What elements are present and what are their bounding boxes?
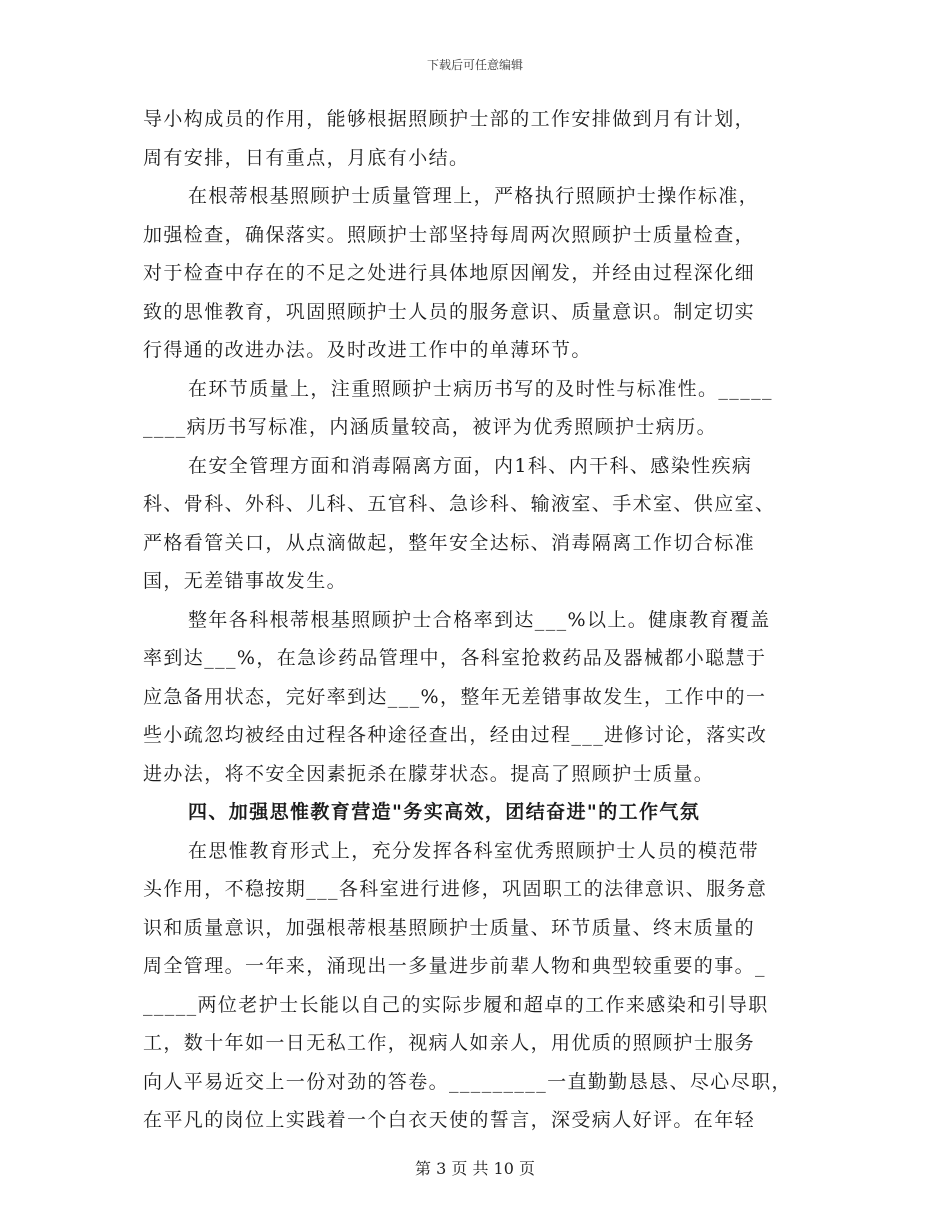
text-line: 整年各科根蒂根基照顾护士合格率到达___%以上。健康教育覆盖 [188, 608, 771, 631]
text-line: 识和质量意识，加强根蒂根基照顾护士质量、环节质量、终末质量的 [143, 916, 756, 939]
text-line: 科、骨科、外科、儿科、五官科、急诊科、输液室、手术室、供应室、 [143, 493, 776, 515]
text-line: 些小疏忽均被经由过程各种途径查出，经由过程___进修讨论，落实改 [143, 724, 768, 746]
text-line: 工，数十年如一日无私工作，视病人如亲人，用优质的照顾护士服务 [143, 1032, 756, 1054]
text-line: 加强检查，确保落实。照顾护士部坚持每周两次照顾护士质量检查， [143, 223, 756, 246]
text-line: 头作用，不稳按期___各科室进行进修，巩固职工的法律意识、服务意 [143, 878, 768, 900]
text-line: 向人平易近交上一份对劲的答卷。_________一直勤勤恳恳、尽心尽职， [143, 1070, 792, 1093]
text-line: ____病历书写标准，内涵质量较高，被评为优秀照顾护士病历。 [143, 416, 718, 438]
text-line: 在环节质量上，注重照顾护士病历书写的及时性与标准性。_____ [188, 377, 773, 400]
text-line: 对于检查中存在的不足之处进行具体地原因阐发，并经由过程深化细 [143, 262, 756, 284]
text-line: 在平凡的岗位上实践着一个白衣天使的誓言，深受病人好评。在年轻 [143, 1109, 756, 1131]
text-line: 导小构成员的作用，能够根据照顾护士部的工作安排做到月有计划， [143, 108, 756, 130]
text-line: 应急备用状态，完好率到达___%，整年无差错事故发生，工作中的一 [143, 685, 767, 708]
page-header: 下载后可任意编辑 [426, 58, 523, 72]
text-line: 在安全管理方面和消毒隔离方面，内1科、内干科、感染性疾病 [188, 454, 753, 477]
text-line: 在思惟教育形式上，充分发挥各科室优秀照顾护士人员的模范带 [188, 839, 760, 862]
text-line: 在根蒂根基照顾护士质量管理上，严格执行照顾护士操作标准， [188, 185, 760, 207]
section-heading: 四、加强思惟教育营造"务实高效，团结奋进"的工作气氛 [188, 801, 701, 823]
text-line: 严格看管关口，从点滴做起，整年安全达标、消毒隔离工作切合标准 [143, 531, 756, 554]
text-line: 国，无差错事故发生。 [143, 570, 348, 592]
document-body [143, 100, 813, 1140]
text-line: 致的思惟教育，巩固照顾护士人员的服务意识、质量意识。制定切实 [143, 300, 756, 323]
text-line: 周全管理。一年来，涌现出一多量进步前辈人物和典型较重要的事。_ [143, 955, 766, 977]
text-line: 率到达___%，在急诊药品管理中，各科室抢救药品及器械都小聪慧于 [143, 647, 767, 669]
page-footer: 第 3 页 共 10 页 [415, 1159, 535, 1178]
text-line: 进办法，将不安全因素扼杀在朦芽状态。提高了照顾护士质量。 [143, 762, 715, 785]
text-line: 周有安排，日有重点，月底有小结。 [143, 146, 470, 169]
text-line: 行得通的改进办法。及时改进工作中的单薄环节。 [143, 339, 592, 361]
text-line: _____两位老护士长能以自己的实际步履和超卓的工作来感染和引导职 [143, 993, 769, 1016]
